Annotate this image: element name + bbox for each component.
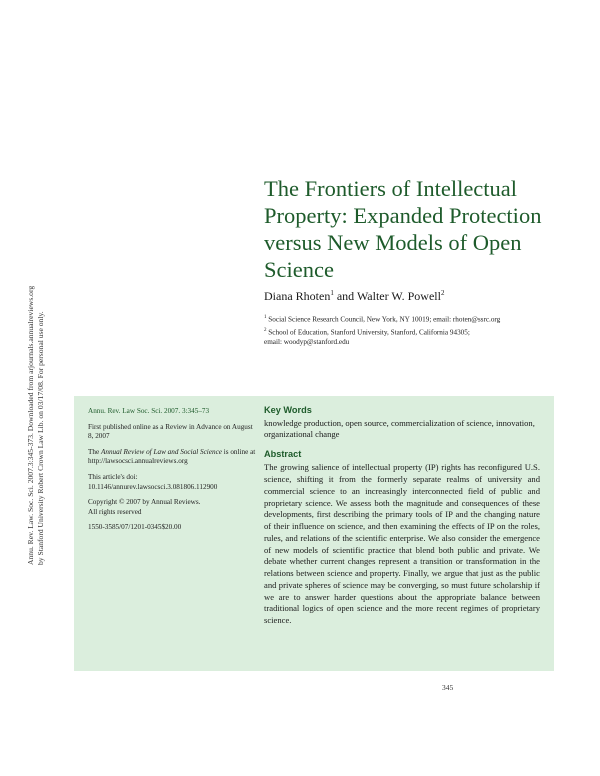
affiliation-text: School of Education, Stanford University, Stanford, California 94305;	[268, 328, 470, 337]
abstract-text: The growing salience of intellectual property (IP) rights has reconfigured U.S. science, shifting it from the formerly separate realms of university and commercial science to an increasingly interconnected field of public and proprietary science. We assess both the magnitude and consequences of these developments, first describing the primary tools of IP and the changing nature of their influence on science, and then examining the effects of IP on the roles, rules, and relations of the scientific enterprise. We also consider the emergence of new models of scientific practice that blend both public and private. We debate whether current changes represent a transition or transformation in the relations between science and property. Finally, we argue that just as the public and private spheres of science may be converging, so must future scholarship if we are to answer harder questions about the appropriate balance between traditional logics of open science and the more recent regimes of proprietary science.	[264, 462, 540, 626]
author-superscript: 1	[330, 289, 334, 297]
doi-value: 10.1146/annurev.lawsocsci.3.081806.112900	[88, 482, 218, 491]
affiliation	[264, 313, 500, 324]
article-title: The Frontiers of Intellectual Property: Expanded Protection versus New Models of Open Science	[264, 176, 542, 282]
abstract-heading: Abstract	[264, 449, 302, 460]
page-number: 345	[442, 683, 454, 692]
rights-reserved: All rights reserved	[88, 507, 142, 516]
journal-name: Annual Review of Law and Social Science	[100, 447, 222, 456]
keywords-heading: Key Words	[264, 405, 312, 415]
journal-citation: Annu. Rev. Law Soc. Sci. 2007. 3:345–73	[88, 407, 210, 415]
affiliation	[264, 326, 470, 347]
publication-metadata	[88, 407, 258, 539]
affiliation-superscript: 2	[264, 328, 267, 333]
affiliation-text: Social Science Research Council, New York, NY 10019; email: rhoten@ssrc.org	[268, 315, 501, 324]
issn: 1550-3585/07/1201-0345$20.00	[88, 523, 182, 532]
doi: This article's doi: 10.1146/annurev.lawsocsci.3.081806.112900	[88, 472, 218, 491]
author-name: Diana Rhoten	[264, 289, 331, 303]
download-notice	[26, 225, 46, 565]
affiliation-superscript: 1	[264, 315, 267, 320]
author-line	[264, 289, 444, 304]
affiliation-email: email: woodyp@stanford.edu	[264, 338, 350, 347]
author-name: Walter W. Powell	[356, 289, 441, 303]
author-conjunction: and	[333, 289, 357, 303]
first-published: First published online as a Review in Advance on August 8, 2007	[88, 422, 253, 441]
download-notice-line: Annu. Rev. Law. Soc. Sci. 2007.3:345-373. Downloaded from arjournals.annualreviews.org	[26, 285, 35, 565]
copyright: Copyright © 2007 by Annual Reviews. All rights reserved	[88, 498, 201, 516]
online-availability: The Annual Review of Law and Social Science is online at http://lawsocsci.annualreviews.org	[88, 447, 256, 466]
keywords-text: knowledge production, open source, commercialization of science, innovation, organizational change	[264, 418, 535, 440]
keywords-abstract	[264, 405, 540, 627]
author-superscript: 2	[440, 289, 445, 297]
download-notice-line: by Stanford University Robert Crown Law Lib. on 03/17/08. For personal use only.	[36, 311, 45, 565]
